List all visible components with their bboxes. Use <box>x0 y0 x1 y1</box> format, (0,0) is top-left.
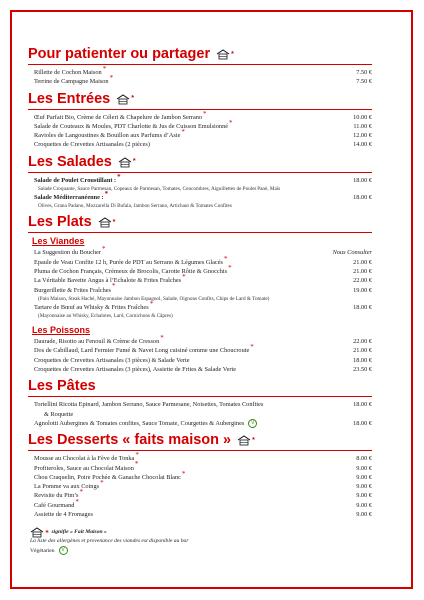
fait-maison-house-icon: * <box>98 217 116 228</box>
menu-item: La Pomme va aux Coings* 9.00 € <box>34 479 372 491</box>
fait-maison-house-icon: * <box>237 435 255 446</box>
menu-item: Salade de Poulet Croustillant :* 18.00 € <box>34 172 372 184</box>
subsection-title-viandes: Les Viandes <box>32 236 85 247</box>
menu-item: Rillette de Cochon Maison* 7.50 € <box>34 64 372 76</box>
menu-item: Salade Méditerranéenne :* 18.00 € <box>34 189 372 202</box>
allergen-note: La liste des allergènes et provenance des viandes est disponible au bar <box>30 538 189 545</box>
menu-item: Œuf Parfait Bio, Crème de Céleri & Chapelure de Jambon Serrano* 10.00 € <box>34 109 372 121</box>
menu-item: Croquettes de Crevettes Artisanales (3 pièces) & Salade Verte 18.00 € <box>34 356 372 364</box>
menu-item: Tortellini Ricotta Epinard, Jambon Serrano, Sauce Parmesane, Noisettes, Tomates Confites 18.00 € <box>34 401 372 409</box>
fait-maison-house-icon: * <box>116 94 134 105</box>
menu-item: Terrine de Campagne Maison* 7.50 € <box>34 74 372 86</box>
fait-maison-house-icon: * <box>118 157 136 168</box>
menu-item: La Véritable Bavette Angus à l’Echalote & Frites Fraîches* 22.00 € <box>34 273 372 285</box>
menu-item: Assiette de 4 Fromages 9.00 € <box>34 511 372 519</box>
menu-item: Café Gourmand* 9.00 € <box>34 497 372 509</box>
menu-footer <box>28 527 372 554</box>
menu-item: Profiteroles, Sauce au Chocolat Maison* 9.00 € <box>34 460 372 472</box>
menu-item: Epaule de Veau Confite 12 h, Purée de PDT au Serrano & Légumes Glacés* 21.00 € <box>34 254 372 266</box>
section-title-salades: Les Salades * <box>28 154 372 173</box>
menu-item-continued: & Roquette <box>44 410 74 418</box>
section-title-plats: Les Plats * <box>28 214 372 233</box>
menu-item: Dos de Cabillaud, Lard Fermier Fumé & Navet Long cuisiné comme une Choucroute* 21.00 € <box>34 343 372 355</box>
fait-maison-house-icon: * <box>216 49 234 60</box>
menu-item: Chou Craquelin, Poire Pochée & Ganache Chocolat Blanc* 9.00 € <box>34 469 372 481</box>
section-title-entrees: Les Entrées * <box>28 91 372 110</box>
menu-item: Agnolotti Aubergines & Tomates confites, Sauce Tomate, Courgettes & Aubergines V 18.00 € <box>34 419 372 427</box>
menu-item: Pluma de Cochon Français, Crémeux de Brocolis, Carotte Rôtie & Gnocchis* 21.00 € <box>34 263 372 275</box>
menu-item: Croquettes de Crevettes Artisanales (3 pièces), Assiette de Frites & Salade Verte 23.50 € <box>34 366 372 374</box>
section-title-patienter: Pour patienter ou partager * <box>28 46 372 65</box>
menu-item: Tartare de Bœuf au Whisky & Frites Fraîches* 18.00 € <box>34 299 372 311</box>
vegetarian-icon: V <box>248 419 257 428</box>
menu-item: Mousse au Chocolat à la Fève de Tonka* 8.00 € <box>34 451 372 463</box>
menu-item: Revisite du Pim’s* 9.00 € <box>34 488 372 500</box>
section-title-desserts: Les Desserts « faits maison » * <box>28 432 372 451</box>
menu-item: Daurade, Risotto au Fenouil & Crème de Cresson* 22.00 € <box>34 334 372 346</box>
fait-maison-house-icon: * <box>30 527 49 538</box>
menu-item: Burgerillette & Frites Fraîches* 19.00 € <box>34 282 372 294</box>
legend-text: signifie « Fait Maison » <box>51 529 107 536</box>
vegetarian-icon: V <box>59 546 68 555</box>
item-detail: (Pain Maison, Steak Haché, Mayonnaise Jambon Espagnol, Salade, Oignons Confits, Chips de Lard & Tomate) <box>38 295 270 302</box>
vegetarian-note: Végétarien V <box>30 546 372 555</box>
item-detail: Salade Croquante, Sauce Parmesan, Copeaux de Parmesan, Tomates, Concombres, Aiguillettes de Poulet Pané, Maïs <box>38 186 281 193</box>
item-detail: Olives, Grana Padano, Mozzarella Di Bufala, Jambon Serrano, Artichaut & Tomates Confites <box>38 203 232 210</box>
item-detail: (Mayonnaise au Whisky, Echalotes, Lard, Cornichons & Câpres) <box>38 313 173 320</box>
legend-row <box>30 527 372 538</box>
subsection-title-poissons: Les Poissons <box>32 325 91 336</box>
menu-item: Salade de Couteaux & Moules, PDT Charlotte & Jus de Cuisson Emulsionné* 11.00 € <box>34 118 372 130</box>
menu-item: Croquettes de Crevettes Artisanales (2 pièces) 14.00 € <box>34 141 372 149</box>
menu-content <box>28 42 372 555</box>
menu-item: La Suggestion du Boucher* Nous Consulter <box>34 245 372 257</box>
section-title-pates: Les Pâtes <box>28 378 372 397</box>
menu-item: Ravioles de Langoustines & Bouillon aux Parfums d’Asie* 12.00 € <box>34 128 372 140</box>
